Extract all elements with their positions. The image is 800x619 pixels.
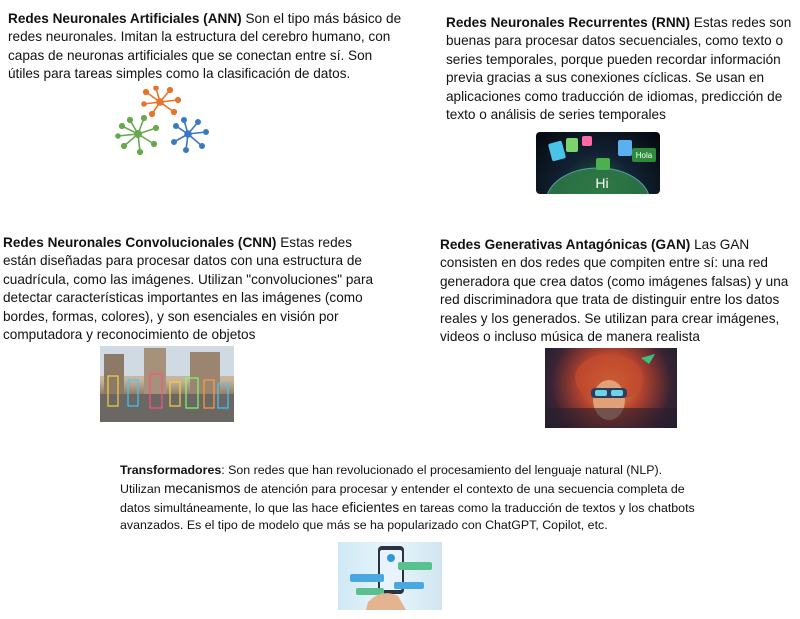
transformers-word-1: mecanismos	[164, 480, 241, 496]
transformers-title: Transformadores	[120, 463, 222, 477]
transformers-text-1: Son redes que han revolucionado el procesamiento del lenguaje natural (NLP). Utilizan	[120, 463, 663, 496]
gan-description: Las GAN consisten en dos redes que compiten entre sí: una red generadora que crea datos (como imágenes falsas) y una red discriminadora que trata de distinguir entre los datos reales y los generados. Se utilizan para crear imágenes, videos o incluso música de manera realista	[440, 237, 789, 345]
rnn-section	[446, 14, 796, 124]
chatbot-phone-image	[338, 542, 442, 610]
transformers-word-2: eficientes	[341, 499, 400, 515]
rnn-title: Redes Neuronales Recurrentes (RNN)	[446, 15, 691, 30]
transformers-text-3: en tareas como la traducción de textos y los chatbots avanzados. Es el tipo de modelo que más se ha popularizado con ChatGPT, Copilot, etc.	[120, 500, 695, 533]
gan-title: Redes Generativas Antagónicas (GAN)	[440, 237, 691, 252]
generated-portrait-image	[545, 348, 677, 428]
hola-label: Hola	[635, 151, 653, 160]
ann-section	[8, 10, 403, 84]
hi-label: Hi	[595, 175, 609, 191]
ann-description: Son el tipo más básico de redes neuronales. Imitan la estructura del cerebro humano, con capas de neuronas artificiales que se conectan entre sí. Son útiles para tareas simples como la clasificación de datos.	[8, 11, 402, 82]
neural-network-cluster-icon	[112, 86, 212, 158]
gan-section	[440, 236, 790, 346]
cnn-description: Estas redes están diseñadas para procesar datos con una estructura de cuadrícula, como las imágenes. Utilizan "convoluciones" para detectar características importantes en las imágenes (como bordes, formas, colores), y son esenciales en visión por computadora y reconocimiento de objetos	[3, 235, 374, 343]
translation-globe-image	[536, 132, 660, 194]
cnn-section	[3, 234, 388, 344]
rnn-description: Estas redes son buenas para procesar datos secuenciales, como texto o series temporales, porque pueden recordar información previa gracias a sus conexiones cíclicas. Se usan en aplicaciones como traducción de idiomas, predicción de texto o análisis de series temporales	[446, 15, 792, 123]
transformers-section	[120, 462, 705, 535]
cnn-title: Redes Neuronales Convolucionales (CNN)	[3, 235, 277, 250]
transformers-text-2: de atención para procesar y entender el contexto de una secuencia completa de datos simultáneamente, lo que las hace	[120, 481, 685, 515]
ann-title: Redes Neuronales Artificiales (ANN)	[8, 11, 242, 26]
transformers-colon: :	[221, 463, 225, 477]
street-detection-image	[100, 346, 234, 422]
